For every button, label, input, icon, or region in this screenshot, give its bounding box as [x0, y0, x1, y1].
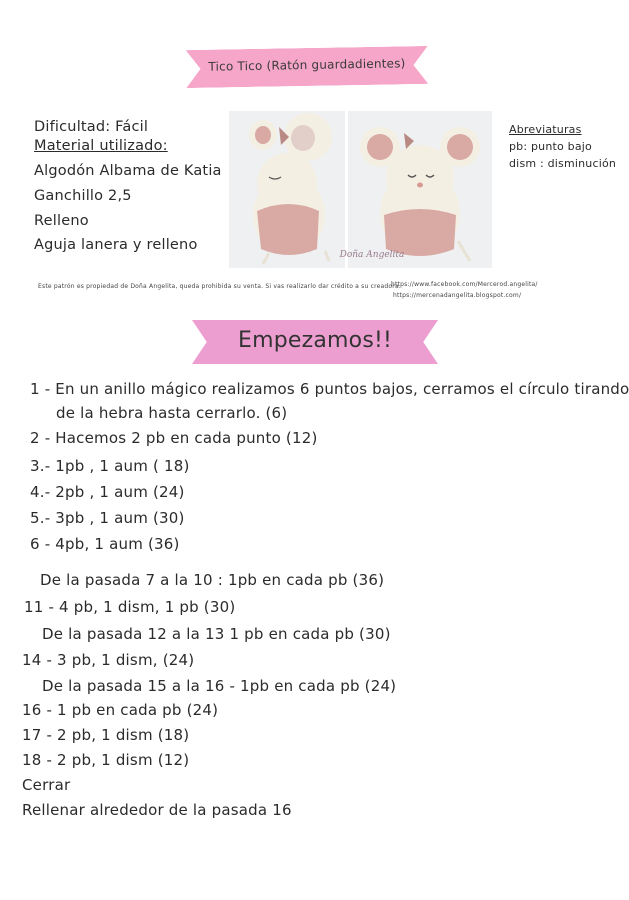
step-11: 11 - 4 pb, 1 dism, 1 pb (30): [24, 598, 236, 616]
watermark-signature: Doña Angelita: [339, 250, 405, 260]
material-yarn: Algodón Albama de Katia: [34, 163, 222, 179]
start-heading: Empezamos!!: [237, 328, 393, 353]
material-heading: Material utilizado:: [34, 138, 168, 154]
step-1: 1 - En un anillo mágico realizamos 6 puntos bajos, cerramos el círculo tirando: [30, 380, 629, 398]
step-6: 6 - 4pb, 1 aum (36): [30, 535, 180, 553]
abbreviations-heading: Abreviaturas: [509, 123, 582, 136]
material-filling: Relleno: [34, 213, 89, 229]
step-17: 17 - 2 pb, 1 dism (18): [22, 726, 190, 744]
step-14: 14 - 3 pb, 1 dism, (24): [22, 651, 195, 669]
step-16: 16 - 1 pb en cada pb (24): [22, 701, 219, 719]
photo-side-view: [229, 111, 345, 268]
facebook-link[interactable]: https://www.facebook.com/Mercerod.angelita/: [391, 281, 538, 288]
start-ribbon: [182, 316, 448, 368]
material-hook: Ganchillo 2,5: [34, 188, 132, 204]
blog-link[interactable]: https://mercenadangelita.blogspot.com/: [393, 292, 522, 299]
copyright-note: Este patrón es propiedad de Doña Angelita, queda prohibida su venta. Si vas realizarlo dar crédito a su creadora.: [38, 283, 401, 290]
pattern-title: Tico Tico (Ratón guardadientes): [208, 56, 406, 74]
abbreviation-pb: pb: punto bajo: [509, 140, 592, 153]
step-close: Cerrar: [22, 776, 71, 794]
step-2: 2 - Hacemos 2 pb en cada punto (12): [30, 429, 318, 447]
step-7-10: De la pasada 7 a la 10 : 1pb en cada pb (36): [40, 571, 385, 589]
step-3: 3.- 1pb , 1 aum ( 18): [30, 457, 190, 475]
material-needle: Aguja lanera y relleno: [34, 237, 198, 253]
step-12-13: De la pasada 12 a la 13 1 pb en cada pb (30): [42, 625, 391, 643]
mouse-front-illustration: [348, 111, 492, 268]
step-18: 18 - 2 pb, 1 dism (12): [22, 751, 190, 769]
abbreviation-dism: dism : disminución: [509, 157, 617, 170]
step-fill: Rellenar alrededor de la pasada 16: [22, 801, 292, 819]
title-ribbon: [176, 42, 439, 93]
step-1-continued: de la hebra hasta cerrarlo. (6): [56, 404, 288, 422]
step-5: 5.- 3pb , 1 aum (30): [30, 509, 185, 527]
mouse-side-illustration: [229, 111, 345, 268]
step-15-16: De la pasada 15 a la 16 - 1pb en cada pb (24): [42, 677, 397, 695]
step-4: 4.- 2pb , 1 aum (24): [30, 483, 185, 501]
photo-front-view: [339, 111, 492, 268]
difficulty-line: Dificultad: Fácil: [34, 119, 149, 135]
